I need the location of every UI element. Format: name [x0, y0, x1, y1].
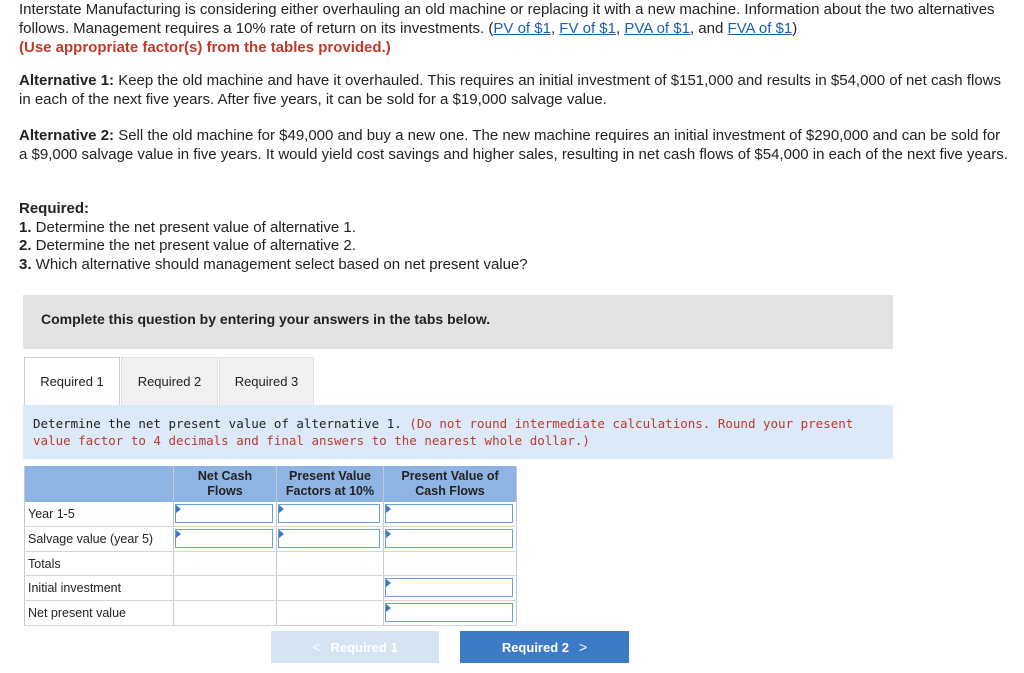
salvage-pv-factor-input[interactable]	[278, 529, 380, 548]
alternative-1-label: Alternative 1:	[19, 72, 115, 89]
cell-wrap	[174, 527, 276, 551]
row-label: Initial investment	[25, 576, 174, 601]
header-line: Net Cash	[197, 469, 253, 483]
salvage-net-cash-flow-input[interactable]	[175, 529, 273, 548]
header-line: Flows	[207, 484, 243, 498]
instruction-text: (Use appropriate factor(s) from the tables provided.)	[19, 39, 391, 56]
table-header-blank	[25, 466, 174, 502]
tab-required-3[interactable]	[219, 357, 314, 405]
previous-required-button[interactable]	[271, 631, 439, 663]
salvage-pv-cash-flow-input[interactable]	[385, 529, 513, 548]
banner-text: Complete this question by entering your answers in the tabs below.	[41, 311, 491, 327]
cell-wrap	[384, 576, 516, 600]
table-cell	[174, 527, 277, 552]
question-instruction	[33, 416, 883, 449]
row-label: Net present value	[25, 601, 174, 626]
header-line: Factors at 10%	[285, 484, 375, 498]
input-marker-icon	[386, 505, 391, 513]
table-cell	[277, 527, 384, 552]
question-text: Determine the net present value of alternative 1.	[33, 416, 402, 431]
table-header-row	[25, 466, 517, 502]
header-line: Present Value of	[401, 469, 499, 483]
header-net-cash-flows	[174, 466, 277, 502]
table-cell	[277, 576, 384, 601]
initial-investment-pv-input[interactable]	[385, 578, 513, 597]
input-marker-icon	[386, 604, 391, 612]
required-item-1	[19, 219, 1009, 238]
table-cell	[277, 502, 384, 527]
cell-wrap	[384, 601, 516, 625]
pva-link[interactable]: PVA of $1	[624, 20, 690, 37]
required-heading: Required:	[19, 200, 90, 217]
input-marker-icon	[386, 530, 391, 538]
row-label: Year 1-5	[25, 502, 174, 527]
required-item-3	[19, 256, 1009, 275]
cell-wrap	[277, 527, 383, 551]
required-item-number: 3.	[19, 255, 32, 273]
input-marker-icon	[386, 579, 391, 587]
tab-label: Required 1	[40, 374, 104, 389]
tab-required-1[interactable]	[24, 357, 120, 405]
row-label: Salvage value (year 5)	[25, 527, 174, 552]
intro-text: Interstate Manufacturing is considering either overhauling an old machine or replacing it with a new machine. Information about the two alternatives follows. Management requires a 10% rate of return on its investments. (	[19, 1, 995, 37]
table-cell	[384, 502, 517, 527]
required-item-2	[19, 237, 1009, 256]
cell-wrap	[384, 502, 516, 526]
table-cell	[277, 601, 384, 626]
alternative-1-paragraph	[19, 72, 1009, 109]
required-item-number: 2.	[19, 237, 32, 254]
table-row-salvage	[25, 527, 517, 552]
intro-paragraph	[19, 0, 1009, 57]
tab-required-2[interactable]	[121, 357, 218, 405]
table-row-initial-investment	[25, 576, 517, 601]
pv-link[interactable]: PV of $1	[493, 20, 551, 37]
link-separator: , and	[689, 20, 728, 37]
link-separator: ,	[615, 20, 625, 37]
instructions-banner	[23, 295, 893, 349]
input-marker-icon	[279, 505, 284, 513]
chevron-left-icon: <	[312, 639, 321, 655]
header-pv-factors	[277, 466, 384, 502]
alternative-2-text: Sell the old machine for $49,000 and buy a new one. The new machine requires an initial investment of $290,000 and can be sold for a $9,000 salvage value in five years. It would yield cost savings and higher sales, resulting in net cash flows of $54,000 in each of the next five years.	[19, 127, 1008, 163]
link-separator: ,	[550, 20, 560, 37]
year-1-5-pv-factor-input[interactable]	[278, 504, 380, 523]
year-1-5-net-cash-flow-input[interactable]	[175, 504, 273, 523]
question-panel	[23, 405, 893, 459]
alternative-1-text: Keep the old machine and have it overhauled. This requires an initial investment of $151,000 and results in $54,000 of net cash flows in each of the next five years. After five years, it can be sold for a $19,000 salvage value.	[19, 72, 1001, 108]
chevron-right-icon: >	[579, 639, 588, 655]
alternative-2-label: Alternative 2:	[19, 127, 115, 144]
table-cell	[174, 502, 277, 527]
required-item-text: Determine the net present value of alternative 2.	[31, 237, 356, 254]
table-cell	[384, 527, 517, 552]
net-present-value-input[interactable]	[385, 603, 513, 622]
link-close: )	[792, 20, 798, 37]
required-item-text: Which alternative should management select based on net present value?	[31, 255, 528, 273]
input-marker-icon	[279, 530, 284, 538]
tab-label: Required 3	[234, 374, 299, 389]
table-cell	[384, 552, 517, 576]
table-row-year-1-5	[25, 502, 517, 527]
npv-table	[24, 466, 517, 626]
next-button-label: Required 2	[501, 639, 569, 655]
required-item-number: 1.	[19, 218, 32, 236]
required-item-text: Determine the net present value of alternative 1.	[31, 218, 356, 236]
table-row-totals	[25, 552, 517, 576]
table-cell	[384, 601, 517, 626]
cell-wrap	[384, 527, 516, 551]
row-label: Totals	[25, 552, 174, 576]
table-cell	[174, 552, 277, 576]
cell-wrap	[174, 502, 276, 526]
required-section	[19, 200, 1009, 274]
table-cell	[174, 601, 277, 626]
tab-label: Required 2	[137, 374, 202, 389]
alternative-2-paragraph	[19, 127, 1009, 164]
header-line: Cash Flows	[415, 484, 485, 498]
header-line: Present Value	[289, 469, 371, 483]
header-pv-cash-flows	[384, 466, 517, 502]
table-cell	[384, 576, 517, 601]
input-marker-icon	[176, 530, 181, 538]
year-1-5-pv-cash-flow-input[interactable]	[385, 504, 513, 523]
table-cell	[277, 552, 384, 576]
input-marker-icon	[176, 505, 181, 513]
table-cell	[174, 576, 277, 601]
table-row-npv	[25, 601, 517, 626]
fv-link[interactable]: FV of $1	[559, 20, 616, 37]
next-required-button[interactable]	[460, 631, 629, 663]
fva-link[interactable]: FVA of $1	[727, 20, 793, 37]
previous-button-label: Required 1	[330, 639, 398, 655]
rounding-note: (Do not round intermediate calculations. Round your present value factor to 4 decimals and final answers to the nearest whole dollar.)	[33, 416, 854, 448]
cell-wrap	[277, 502, 383, 526]
